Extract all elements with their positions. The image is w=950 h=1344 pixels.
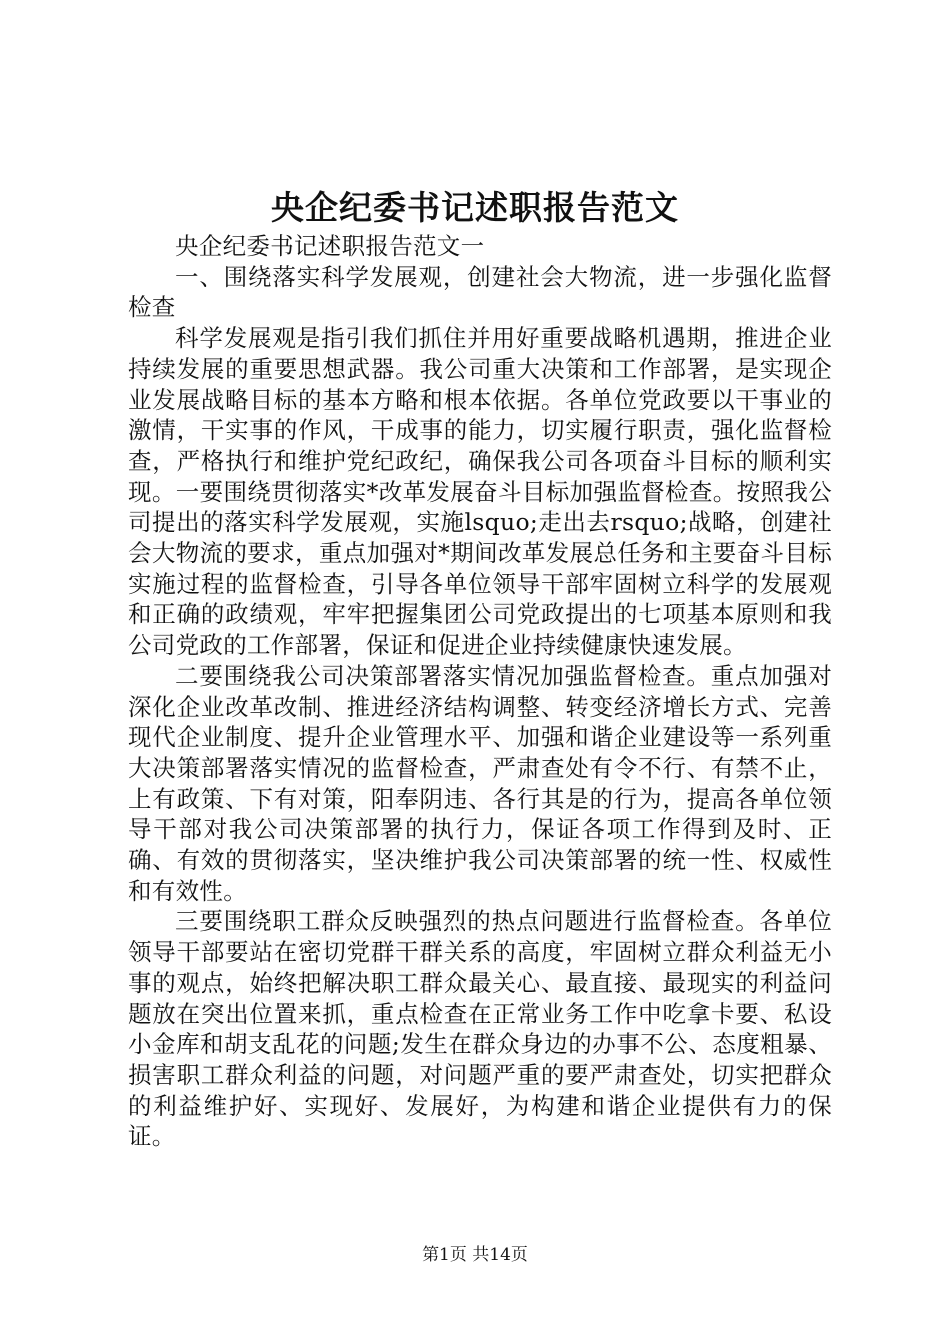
- section-heading: 央企纪委书记述职报告范文一: [175, 232, 485, 260]
- document-title: 央企纪委书记述职报告范文: [271, 188, 679, 227]
- body-paragraph: 科学发展观是指引我们抓住并用好重要战略机遇期，推进企业持续发展的重要思想武器。我公司重大决策和工作部署，是实现企业发展战略目标的基本方略和根本依据。各单位党政要以干事业的激情，干实事的作风，干成事的能力，切实履行职责，强化监督检查，严格执行和维护党纪政纪，确保我公司各项奋斗目标的顺利实现。一要围绕贯彻落实*改革发展奋斗目标加强监督检查。按照我公司提出的落实科学发展观，实施lsquo;走出去rsquo;战略，创建社会大物流的要求，重点加强对*期间改革发展总任务和主要奋斗目标实施过程的监督检查，引导各单位领导干部牢固树立科学的发展观和正确的政绩观，牢牢把握集团公司党政提出的七项基本原则和我公司党政的工作部署，保证和促进企业持续健康快速发展。: [128, 324, 832, 660]
- body-paragraph: 三要围绕职工群众反映强烈的热点问题进行监督检查。各单位领导干部要站在密切党群干群关系的高度，牢固树立群众利益无小事的观点，始终把解决职工群众最关心、最直接、最现实的利益问题放在突出位置来抓，重点检查在正常业务工作中吃拿卡要、私设小金库和胡支乱花的问题;发生在群众身边的办事不公、态度粗暴、损害职工群众利益的问题，对问题严重的要严肃查处，切实把群众的利益维护好、实现好、发展好，为构建和谐企业提供有力的保证。: [128, 907, 832, 1151]
- subsection-heading: 一、围绕落实科学发展观，创建社会大物流，进一步强化监督检查: [128, 262, 832, 322]
- document-body: [128, 231, 832, 1152]
- body-paragraph: 二要围绕我公司决策部署落实情况加强监督检查。重点加强对深化企业改革改制、推进经济结构调整、转变经济增长方式、完善现代企业制度、提升企业管理水平、加强和谐企业建设等一系列重大决策部署落实情况的监督检查，严肃查处有令不行、有禁不止，上有政策、下有对策，阳奉阴违、各行其是的行为，提高各单位领导干部对我公司决策部署的执行力，保证各项工作得到及时、正确、有效的贯彻落实，坚决维护我公司决策部署的统一性、权威性和有效性。: [128, 661, 832, 905]
- page-number-label: 第1页 共14页: [422, 1245, 528, 1265]
- page-footer: [0, 1243, 950, 1267]
